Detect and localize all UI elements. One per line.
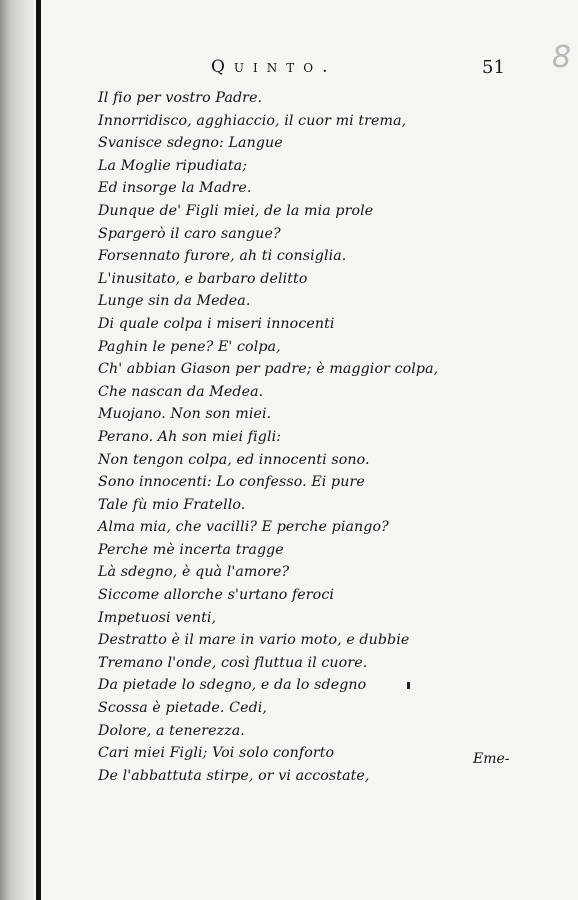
verse-line: Ed insorge la Madre. xyxy=(98,180,252,197)
verse-line: Alma mia, che vacilli? E perche piango? xyxy=(98,519,389,536)
verse-line: Muojano. Non son miei. xyxy=(98,406,272,423)
verse-line: Tremano l'onde, così fluttua il cuore. xyxy=(98,654,368,671)
verse-line: La Moglie ripudiata; xyxy=(98,157,248,174)
page-header xyxy=(211,57,511,87)
verse-line: Perano. Ah son miei figli: xyxy=(98,428,282,445)
verse-line: Non tengon colpa, ed innocenti sono. xyxy=(98,451,370,468)
verse-line: Scossa è pietade. Cedi, xyxy=(98,700,267,717)
verse-line: Perche mè incerta tragge xyxy=(98,541,284,558)
verse-line: Sono innocenti: Lo confesso. Ei pure xyxy=(98,474,365,491)
verse-line: Da pietade lo sdegno, e da lo sdegno xyxy=(98,677,367,694)
verse-line: Destratto è il mare in vario moto, e dubbie xyxy=(98,632,410,649)
verse-line: Là sdegno, è quà l'amore? xyxy=(98,564,290,581)
verse-line: Spargerò il caro sangue? xyxy=(98,225,281,242)
verse-line: Tale fù mio Fratello. xyxy=(98,496,246,513)
binding-edge xyxy=(36,0,41,900)
verse-line: Siccome allorche s'urtano feroci xyxy=(98,587,334,604)
verse-line: Svanisce sdegno: Langue xyxy=(98,135,283,152)
margin-pencil-mark: 8 xyxy=(552,40,572,75)
verse-line: Lunge sin da Medea. xyxy=(98,293,251,310)
verse-line: Paghin le pene? E' colpa, xyxy=(98,338,281,355)
verse-line: Di quale colpa i miseri innocenti xyxy=(98,315,335,332)
verse-line: Dunque de' Figli miei, de la mia prole xyxy=(98,202,374,219)
verse-line: L'inusitato, e barbaro delitto xyxy=(98,270,308,287)
verse-line: Innorridisco, agghiaccio, il cuor mi trema, xyxy=(98,112,407,129)
verse-line: Che nascan da Medea. xyxy=(98,383,264,400)
verse-line: Cari miei Figli; Voi solo conforto xyxy=(98,745,335,762)
catchword: Eme- xyxy=(473,751,510,767)
verse-text xyxy=(98,87,498,787)
ink-speck xyxy=(407,682,410,689)
verse-line: De l'abbattuta stirpe, or vi accostate, xyxy=(98,767,370,784)
verse-line: Forsennato furore, ah ti consiglia. xyxy=(98,248,347,265)
running-head: Quinto. xyxy=(211,57,337,77)
verse-line: Dolore, a tenerezza. xyxy=(98,722,245,739)
page-number: 51 xyxy=(482,57,505,78)
verse-line: Impetuosi venti, xyxy=(98,609,217,626)
verse-line: Il fio per vostro Padre. xyxy=(98,90,263,106)
show-through-text xyxy=(529,86,578,346)
verse-line: Ch' abbian Giason per padre; è maggior colpa, xyxy=(98,361,439,378)
gutter-shadow xyxy=(0,0,34,900)
